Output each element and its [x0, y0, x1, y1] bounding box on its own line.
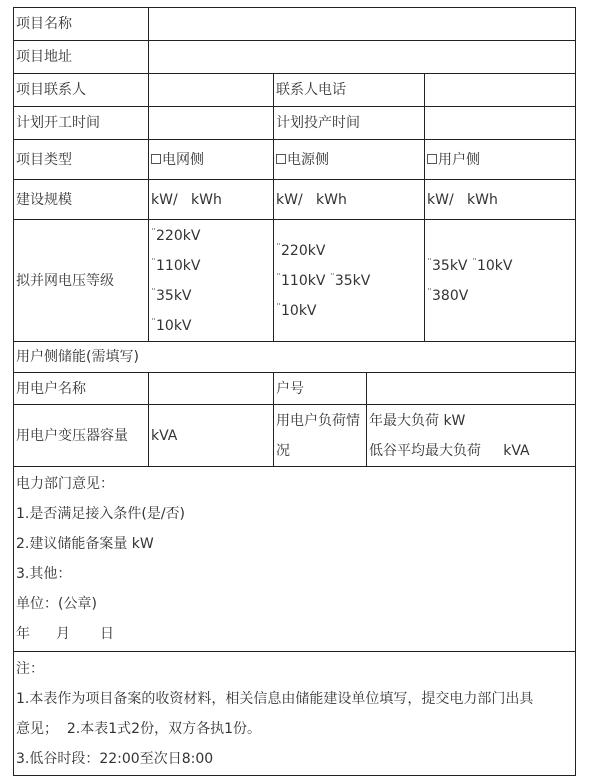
notes-title: 注： [16, 660, 44, 677]
project-address-field[interactable] [149, 41, 576, 74]
user-load-field[interactable] [367, 405, 576, 467]
contact-field[interactable] [149, 74, 274, 107]
voltage-options-col2[interactable] [274, 220, 425, 342]
unit-seal: 单位：(公章) [16, 596, 97, 612]
planned-operation-label: 计划投产时间 [274, 107, 425, 140]
project-name-field[interactable] [149, 8, 576, 41]
annual-max-load: 年最大负荷 kW [369, 412, 466, 429]
row-project-type [14, 140, 576, 180]
opinion-item-1: 1.是否满足接入条件(是/否) [16, 506, 185, 522]
type-option-label: 电源侧 [287, 151, 329, 168]
option-mark-icon: ¨ [329, 272, 335, 284]
transformer-field[interactable]: kVA [149, 405, 274, 467]
voltage-options-col1[interactable] [149, 220, 274, 342]
row-opinion [14, 467, 576, 652]
option-mark-icon: ¨ [276, 302, 281, 314]
user-load-label: 用电户负荷情况 [274, 405, 367, 467]
user-storage-header: 用户侧储能(需填写) [14, 342, 576, 373]
option-mark-icon: ¨ [427, 257, 432, 269]
opinion-item-2: 2.建议储能备案量 kW [16, 536, 154, 552]
row-user-name [14, 373, 576, 405]
voltage-option: ¨10kV [151, 317, 192, 334]
row-user-storage-header [14, 342, 576, 373]
project-name-label: 项目名称 [14, 8, 149, 41]
note-line-3: 3.低谷时段：22:00至次日8:00 [16, 750, 214, 767]
checkbox-icon[interactable] [276, 154, 286, 164]
opinion-item-3: 3.其他： [16, 566, 72, 582]
opinion-section[interactable] [14, 467, 576, 652]
planned-start-field[interactable] [149, 107, 274, 140]
option-mark-icon: ¨ [471, 257, 477, 269]
user-name-field[interactable] [149, 373, 274, 405]
voltage-option: ¨220kV [276, 242, 326, 259]
contact-phone-label: 联系人电话 [274, 74, 425, 107]
option-mark-icon: ¨ [151, 227, 156, 239]
option-mark-icon: ¨ [151, 317, 156, 329]
form-container [13, 7, 576, 776]
voltage-option: ¨220kV [151, 227, 201, 244]
date-line: 年 月 日 [16, 626, 114, 642]
planned-start-label: 计划开工时间 [14, 107, 149, 140]
voltage-option: ¨110kV ¨35kV [276, 272, 371, 289]
user-name-label: 用电户名称 [14, 373, 149, 405]
voltage-option: ¨35kV [151, 287, 192, 304]
row-notes [14, 652, 576, 776]
voltage-option: ¨110kV [151, 257, 201, 274]
scale-field-2[interactable]: kW/ kWh [274, 180, 425, 220]
type-option-source[interactable] [274, 140, 425, 180]
type-option-label: 用户侧 [438, 151, 480, 168]
row-scale [14, 180, 576, 220]
option-mark-icon: ¨ [276, 272, 281, 284]
project-type-label: 项目类型 [14, 140, 149, 180]
row-project-name [14, 8, 576, 41]
type-option-user[interactable] [425, 140, 576, 180]
note-line-1: 1.本表作为项目备案的收资材料，相关信息由储能建设单位填写，提交电力部门出具 [16, 690, 534, 707]
notes-section [14, 652, 576, 776]
contact-label: 项目联系人 [14, 74, 149, 107]
voltage-option: ¨10kV [276, 302, 317, 319]
scale-field-1[interactable]: kW/ kWh [149, 180, 274, 220]
voltage-option: ¨35kV ¨10kV [427, 257, 513, 274]
option-mark-icon: ¨ [151, 287, 156, 299]
planned-operation-field[interactable] [425, 107, 576, 140]
row-voltage [14, 220, 576, 342]
type-option-grid[interactable] [149, 140, 274, 180]
scale-label: 建设规模 [14, 180, 149, 220]
scale-field-3[interactable]: kW/ kWh [425, 180, 576, 220]
row-transformer-load [14, 405, 576, 467]
voltage-options-col3[interactable] [425, 220, 576, 342]
option-mark-icon: ¨ [276, 242, 281, 254]
opinion-title: 电力部门意见： [16, 476, 114, 492]
checkbox-icon[interactable] [427, 154, 437, 164]
option-mark-icon: ¨ [151, 257, 156, 269]
account-no-field[interactable] [367, 373, 576, 405]
note-line-2: 意见； 2.本表1式2份，双方各执1份。 [16, 720, 261, 737]
contact-phone-field[interactable] [425, 74, 576, 107]
voltage-label: 拟并网电压等级 [14, 220, 149, 342]
row-schedule [14, 107, 576, 140]
valley-avg-max-load: 低谷平均最大负荷 kVA [369, 442, 530, 459]
row-project-address [14, 41, 576, 74]
row-contact [14, 74, 576, 107]
transformer-label: 用电户变压器容量 [14, 405, 149, 467]
registration-form-table [13, 7, 576, 776]
option-mark-icon: ¨ [427, 287, 432, 299]
checkbox-icon[interactable] [151, 154, 161, 164]
account-no-label: 户号 [274, 373, 367, 405]
voltage-option: ¨380V [427, 287, 469, 304]
project-address-label: 项目地址 [14, 41, 149, 74]
type-option-label: 电网侧 [162, 151, 204, 168]
